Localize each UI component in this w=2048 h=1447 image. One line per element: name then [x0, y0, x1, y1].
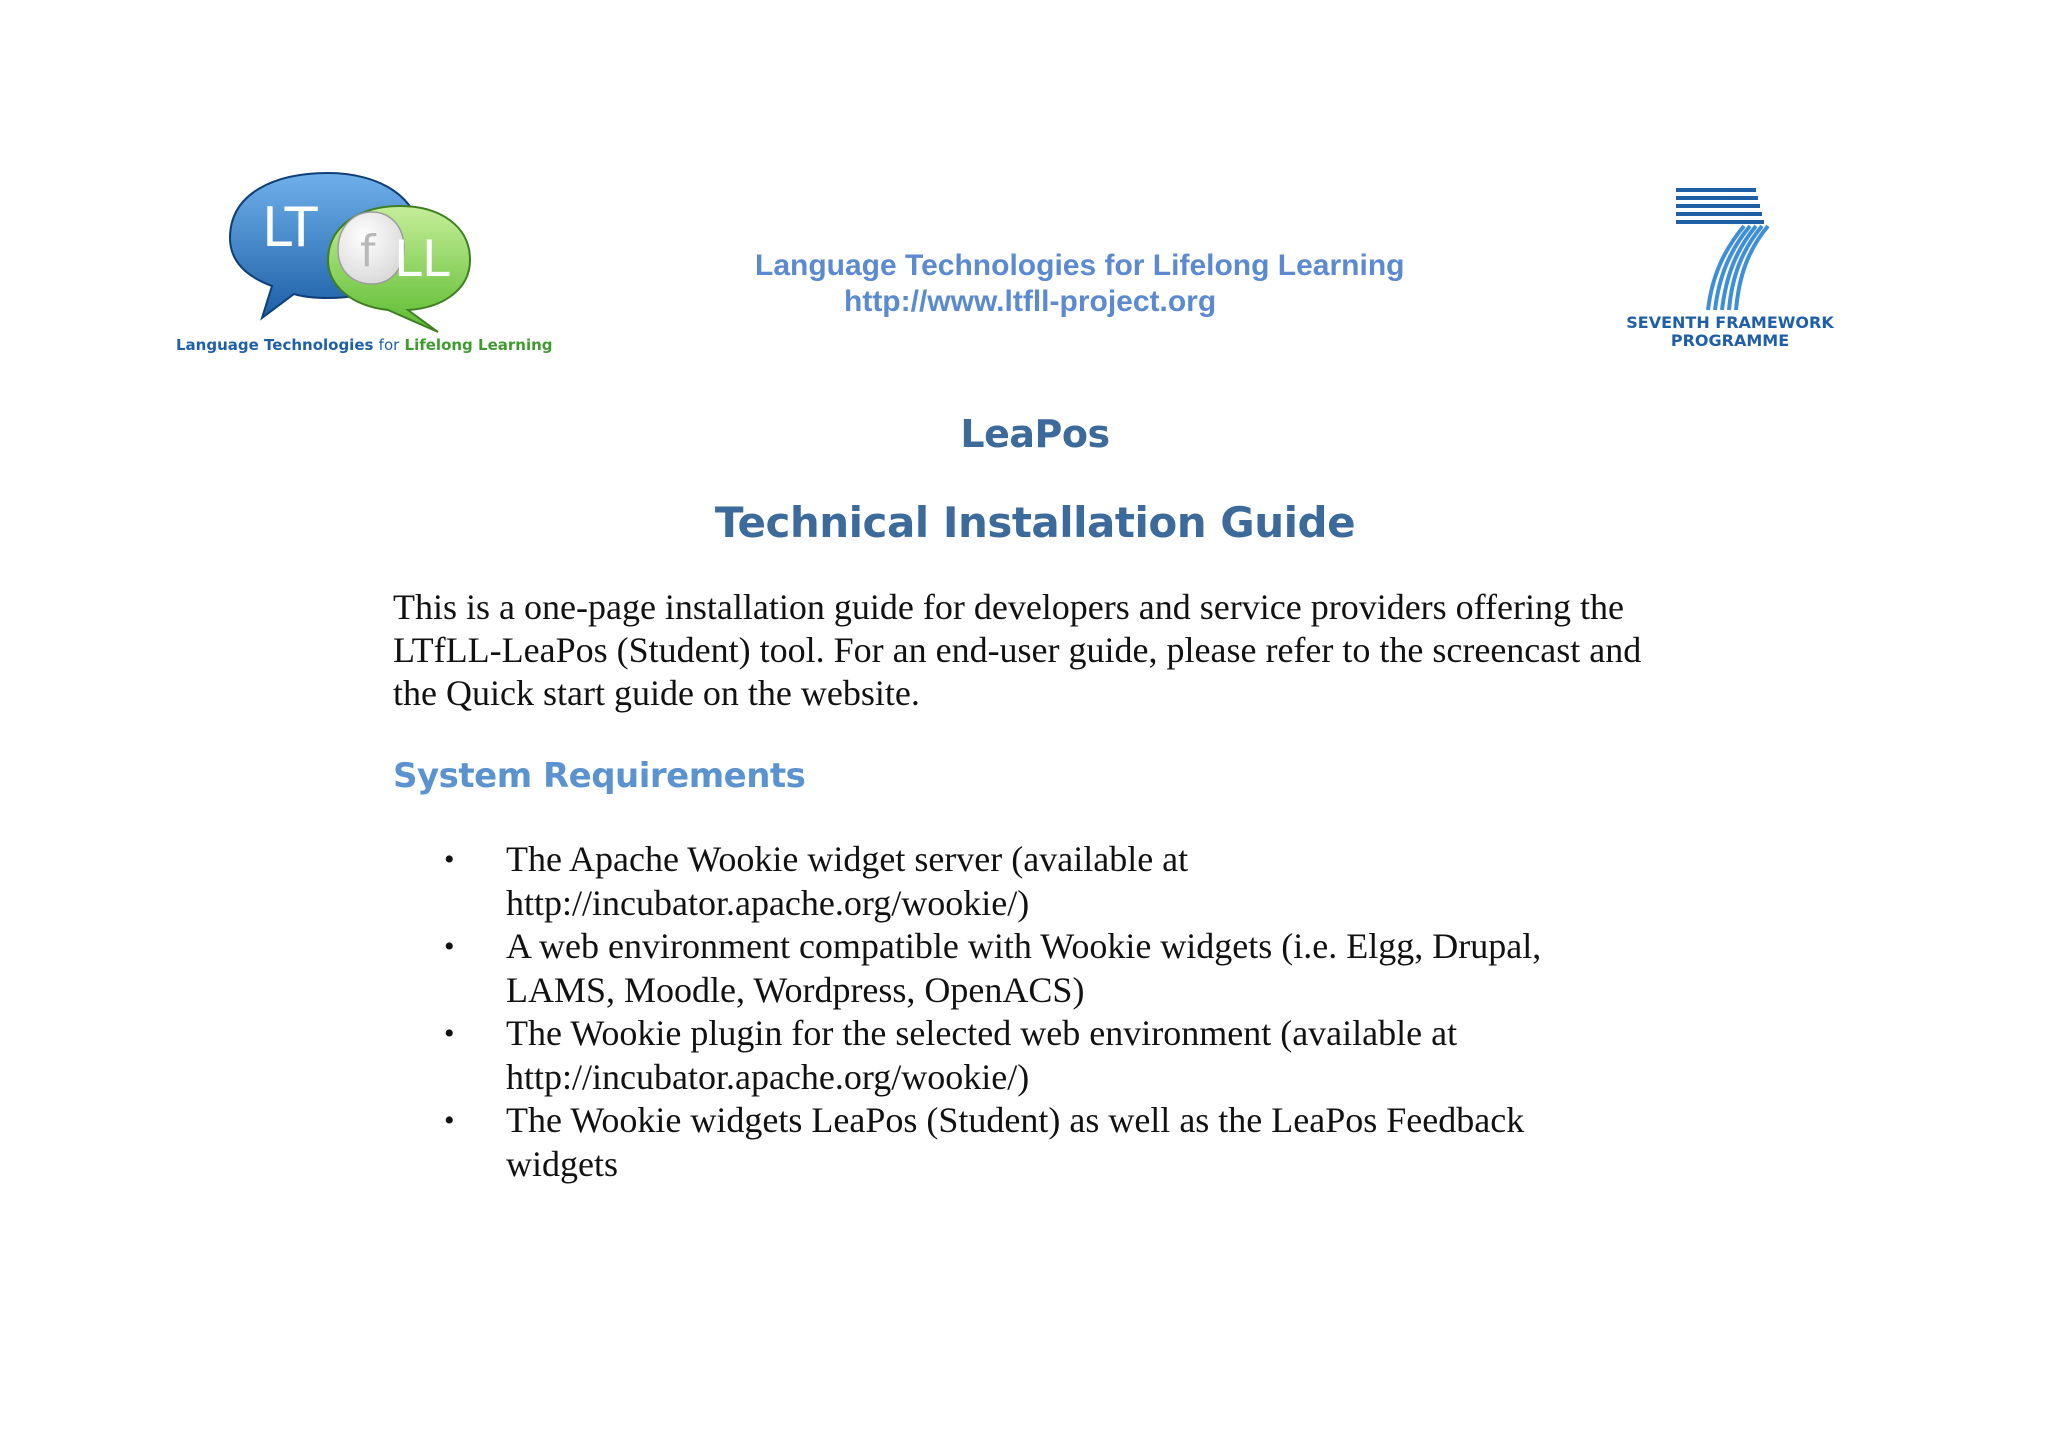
- list-item: [440, 1099, 1690, 1186]
- list-item-line2: http://incubator.apache.org/wookie/): [506, 1056, 1030, 1097]
- bullet-icon: •: [444, 843, 455, 876]
- speech-bubbles-icon: [220, 168, 480, 338]
- list-item-line2: LAMS, Moodle, Wordpress, OpenACS): [506, 969, 1085, 1010]
- list-item: [440, 1012, 1690, 1099]
- logo-letters-lt: LT: [262, 196, 318, 259]
- logo-tagline: [176, 336, 553, 354]
- fp7-caption: [1620, 314, 1840, 350]
- list-item-line1: The Wookie widgets LeaPos (Student) as well as the LeaPos Feedback: [506, 1100, 1525, 1140]
- header-title: Language Technologies for Lifelong Learning: [755, 249, 1405, 282]
- fp7-caption-line2: PROGRAMME: [1670, 331, 1790, 350]
- header-url[interactable]: http://www.ltfll-project.org: [844, 285, 1217, 318]
- document-subtitle: Technical Installation Guide: [714, 498, 1356, 547]
- requirements-list: [440, 838, 1690, 1186]
- section-heading-system-requirements: System Requirements: [393, 756, 806, 796]
- header-center: [640, 248, 1540, 320]
- list-item: [440, 838, 1690, 925]
- tagline-part-blue: Language Technologies: [176, 336, 374, 354]
- document-title: LeaPos: [960, 412, 1110, 456]
- ltfll-logo: [170, 168, 553, 368]
- list-item: [440, 925, 1690, 1012]
- fp7-caption-line1: SEVENTH FRAMEWORK: [1626, 313, 1834, 332]
- seven-logo-icon: [1672, 186, 1772, 314]
- list-item-line1: A web environment compatible with Wookie widgets (i.e. Elgg, Drupal,: [506, 926, 1542, 966]
- logo-letters-ll: LL: [394, 230, 450, 288]
- bullet-icon: •: [444, 1017, 455, 1050]
- list-item-line2: http://incubator.apache.org/wookie/): [506, 882, 1030, 923]
- list-item-line2: widgets: [506, 1143, 618, 1184]
- intro-paragraph: This is a one-page installation guide for developers and service providers offering the LTfLL-LeaPos (Student) tool. For an end-user guide, please refer to the screencast and the Quick start guide on the website.: [393, 587, 1642, 713]
- bullet-icon: •: [444, 930, 455, 963]
- bullet-icon: •: [444, 1104, 455, 1137]
- logo-letters-f: f: [360, 226, 376, 277]
- fp7-logo: [1620, 186, 1840, 356]
- list-item-line1: The Wookie plugin for the selected web environment (available at: [506, 1013, 1458, 1053]
- list-item-line1: The Apache Wookie widget server (available at: [506, 839, 1189, 879]
- tagline-part-green: Lifelong Learning: [404, 336, 553, 354]
- tagline-part-for: for: [378, 336, 400, 354]
